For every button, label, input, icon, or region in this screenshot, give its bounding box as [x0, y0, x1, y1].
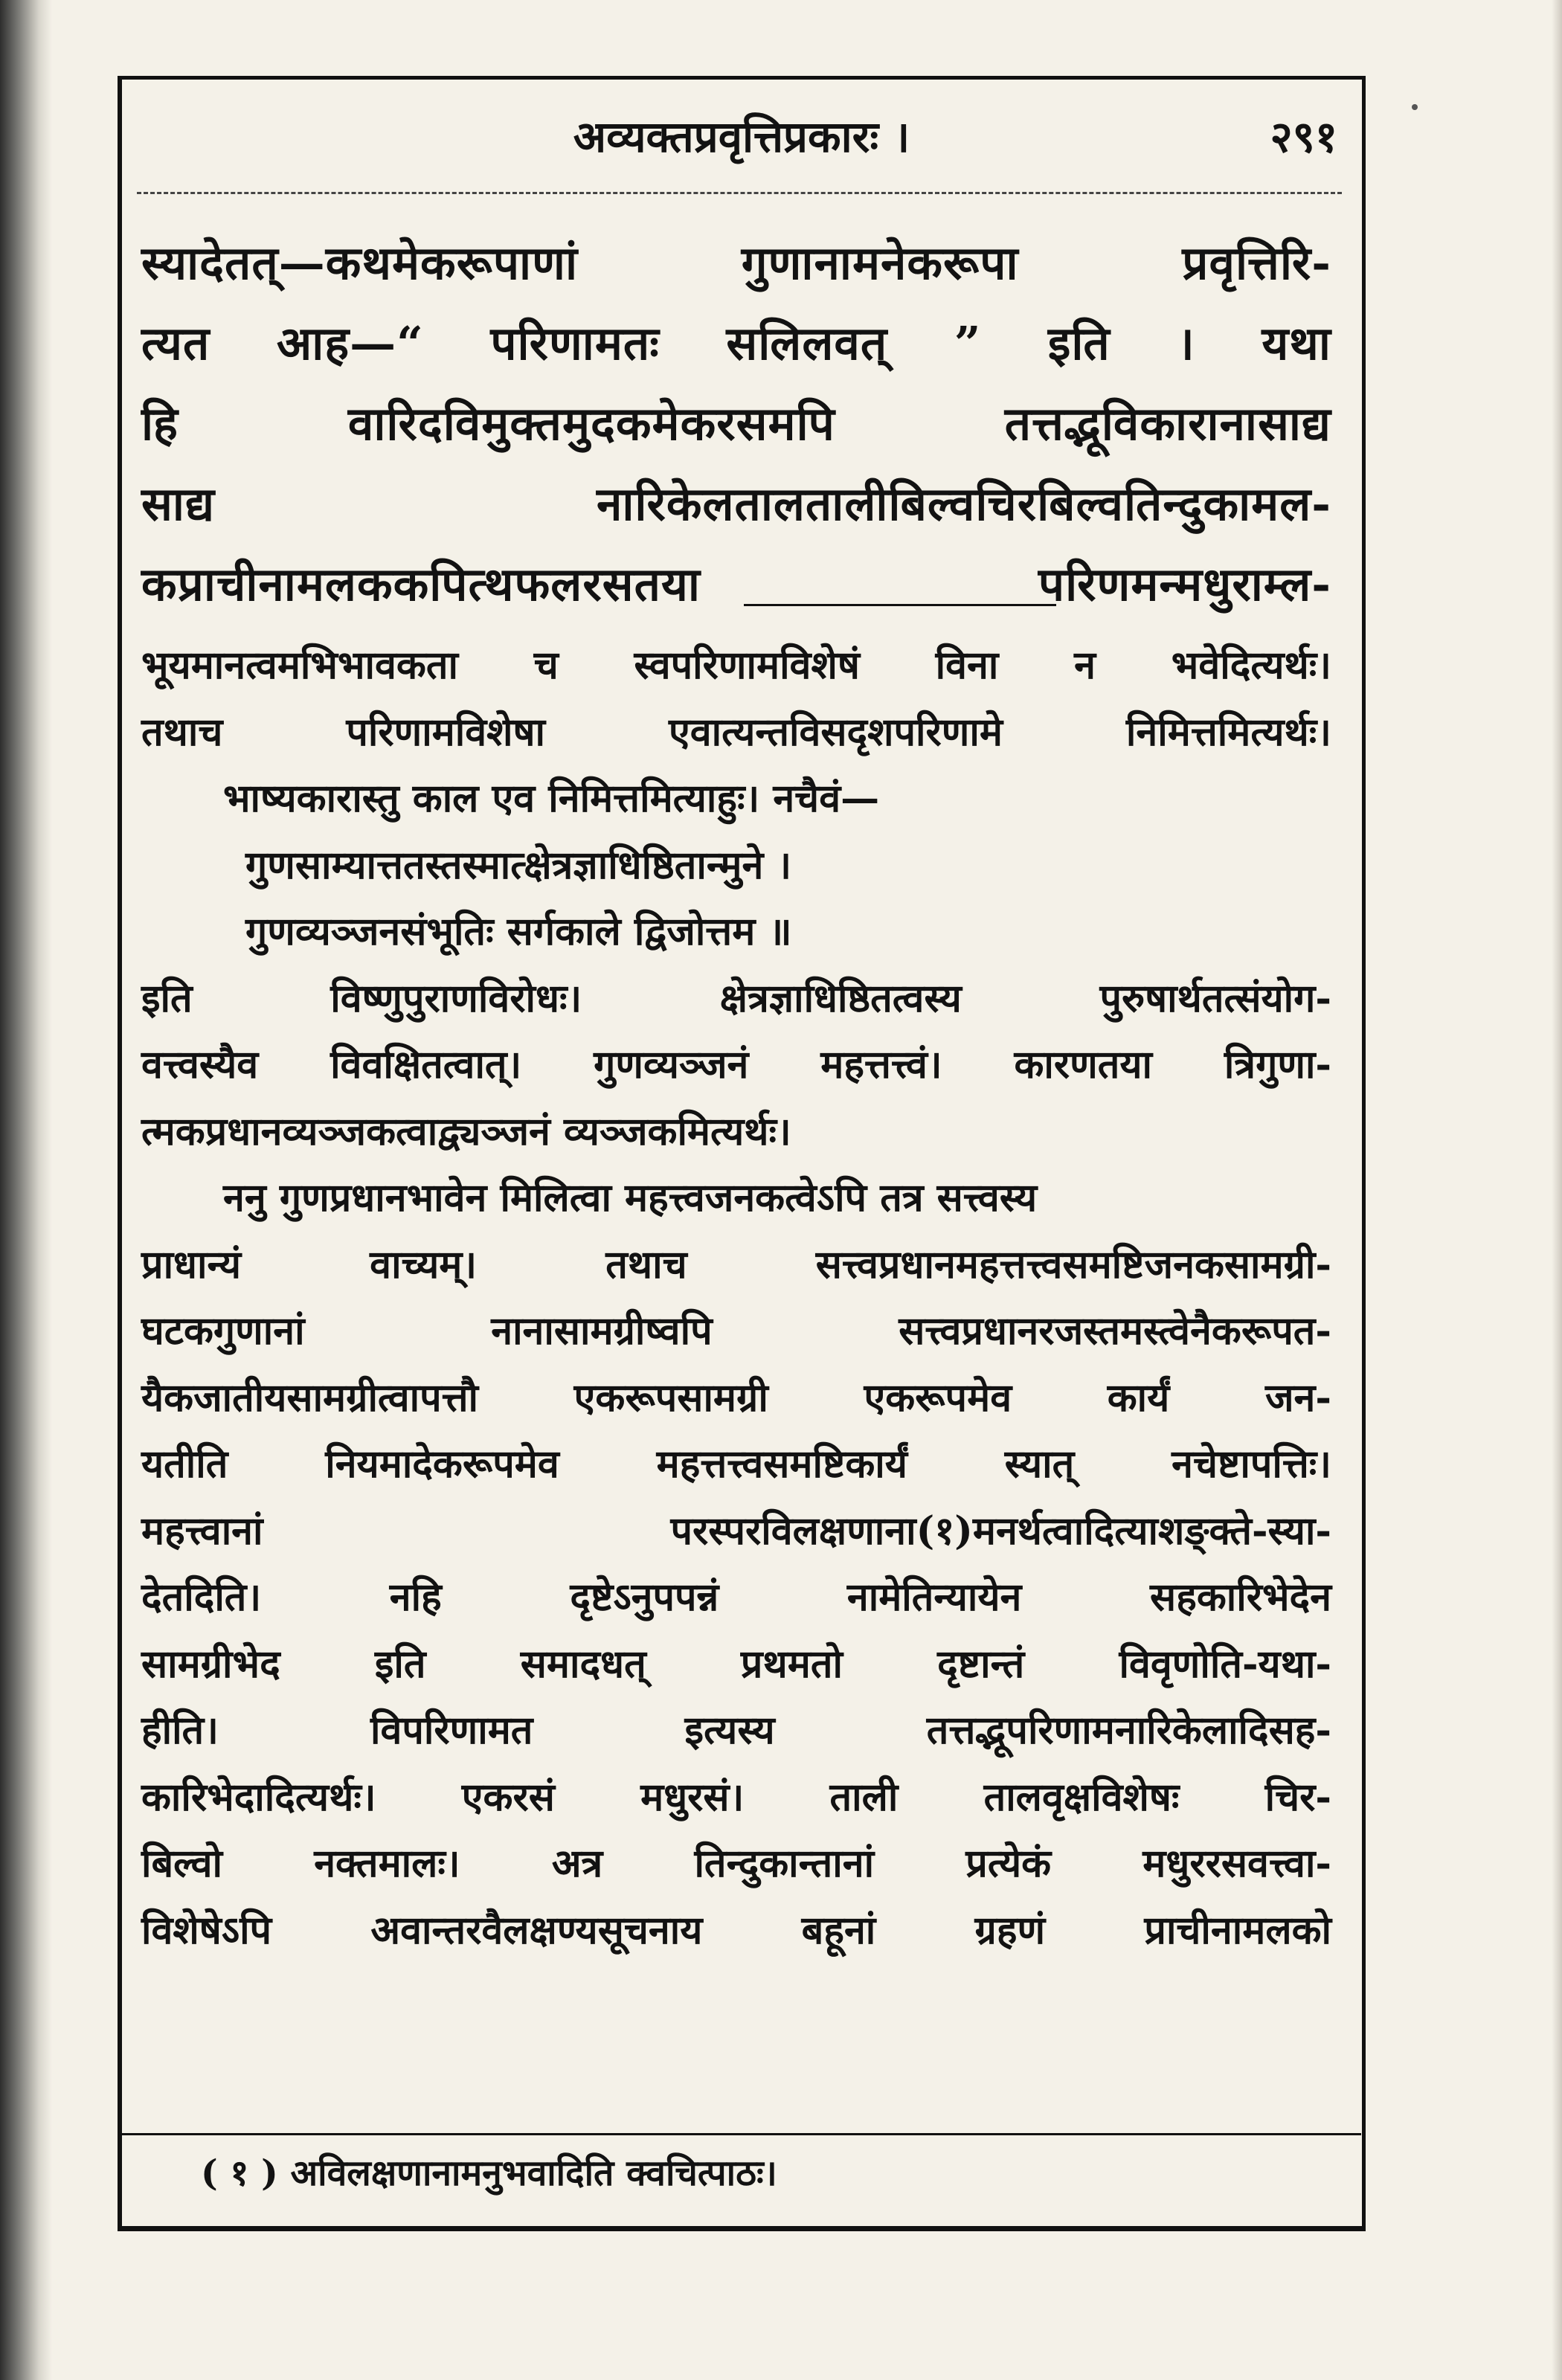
footnote: ( १ ) अविलक्षणानामनुभवादिति क्वचित्पाठः। [201, 2152, 777, 2194]
root-line: स्यादेतत्—कथमेकरूपाणां गुणानामनेकरूपा प्रवृत्तिरि- [141, 236, 1331, 290]
root-line: त्यत आह—“ परिणामतः सलिलवत् ” इति । यथा [141, 316, 1331, 370]
commentary-line: विशेषेऽपि अवान्तरवैलक्षण्यसूचनाय बहूनां ग्रहणं प्राचीनामलको [141, 1907, 1331, 1953]
commentary-line: घटकगुणानां नानासामग्रीष्वपि सत्त्वप्रधानरजस्तमस्त्वेनैकरूपत- [141, 1308, 1331, 1354]
commentary-line: त्मकप्रधानव्यञ्जकत्वाद्व्यञ्जनं व्यञ्जकमित्यर्थः। [141, 1108, 791, 1154]
root-text-block [141, 223, 1331, 625]
commentary-line: कारिभेदादित्यर्थः। एकरसं मधुरसं। ताली तालवृक्षविशेषः चिर- [141, 1774, 1331, 1820]
commentary-line: महत्त्वानां परस्परविलक्षणाना(१)मनर्थत्वादित्याशङ्क्ते-स्या- [141, 1508, 1331, 1554]
verse-line: गुणसाम्यात्ततस्तस्मात्क्षेत्रज्ञाधिष्ठितान्मुने । [245, 842, 792, 888]
root-line: कप्राचीनामलककपित्थफलरसतया परिणमन्मधुराम्ल- [141, 557, 1331, 611]
commentary-line: वत्त्वस्यैव विवक्षितत्वात्। गुणव्यञ्जनं महत्तत्त्वं। कारणतया त्रिगुणा- [141, 1042, 1331, 1087]
page-edge [1552, 0, 1562, 2380]
page-number: २९१ [1270, 112, 1337, 162]
commentary-line: तथाच परिणामविशेषा एवात्यन्तविसदृशपरिणामे निमित्तमित्यर्थः। [141, 709, 1331, 755]
commentary-line: यतीति नियमादेकरूपमेव महत्तत्त्वसमष्टिकार्यं स्यात् नचेष्टापत्तिः। [141, 1441, 1331, 1487]
commentary-line: भाष्यकारास्तु काल एव निमित्तमित्याहुः। नचैवं— [223, 776, 880, 821]
page-header [126, 97, 1357, 178]
root-line: साद्य नारिकेलतालतालीबिल्वचिरबिल्वतिन्दुकामल- [141, 477, 1331, 531]
commentary-line: ननु गुणप्रधानभावेन मिलित्वा महत्त्वजनकत्वेऽपि तत्र सत्त्वस्य [223, 1175, 1038, 1220]
header-rule [137, 192, 1342, 194]
commentary-line: यैकजातीयसामग्रीत्वापत्तौ एकरूपसामग्री एकरूपमेव कार्यं जन- [141, 1374, 1331, 1421]
commentary-line: भूयमानत्वमभिभावकता च स्वपरिणामविशेषं विना न भवेदित्यर्थः। [141, 643, 1331, 688]
footnote-rule [122, 2133, 1361, 2135]
commentary-line: हीति। विपरिणामत इत्यस्य तत्तद्भूपरिणामनारिकेलादिसह- [141, 1708, 1331, 1753]
section-divider [744, 604, 1056, 606]
commentary-line: देतदिति। नहि दृष्टेऽनुपपन्नं नामेतिन्यायेन सहकारिभेदेन [141, 1575, 1331, 1620]
commentary-line: प्राधान्यं वाच्यम्। तथाच सत्त्वप्रधानमहत्तत्त्वसमष्टिजनकसामग्री- [141, 1241, 1331, 1287]
commentary-line: सामग्रीभेद इति समादधत् प्रथमतो दृष्टान्तं विवृणोति-यथा- [141, 1641, 1331, 1687]
scan-speck [1412, 104, 1418, 110]
verse-line: गुणव्यञ्जनसंभूतिः सर्गकाले द्विजोत्तम ॥ [245, 909, 792, 954]
commentary-line: इति विष्णुपुराणविरोधः। क्षेत्रज्ञाधिष्ठितत्वस्य पुरुषार्थतत्संयोग- [141, 975, 1331, 1021]
binding-shadow [0, 0, 52, 2380]
commentary-line: बिल्वो नक्तमालः। अत्र तिन्दुकान्तानां प्रत्येकं मधुररसवत्त्वा- [141, 1841, 1331, 1886]
running-title: अव्यक्तप्रवृत्तिप्रकारः । [573, 112, 910, 162]
commentary-block [141, 632, 1331, 1964]
root-line: हि वारिदविमुक्तमुदकमेकरसमपि तत्तद्भूविकारानासाद्य [141, 396, 1331, 451]
